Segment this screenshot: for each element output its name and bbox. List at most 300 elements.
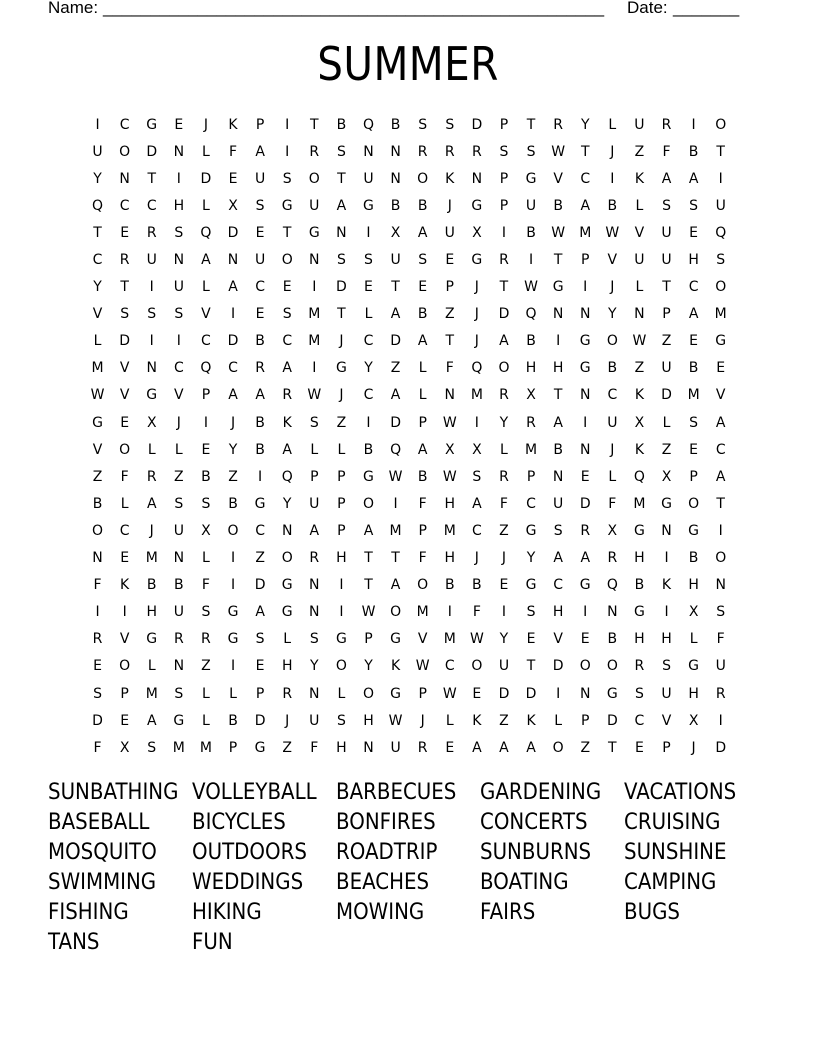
grid-letter: L — [635, 197, 644, 214]
grid-letter: L — [202, 685, 210, 702]
grid-letter: D — [254, 712, 266, 729]
grid-letter: R — [715, 685, 726, 702]
grid-letter: W — [442, 468, 457, 485]
grid-letter: U — [715, 197, 726, 214]
grid-letter: O — [119, 441, 131, 458]
grid-letter: N — [309, 604, 320, 621]
grid-letter: S — [364, 252, 373, 269]
grid-letter: O — [227, 522, 239, 539]
grid-letter: H — [688, 252, 699, 269]
grid-letter: B — [607, 631, 618, 648]
grid-letter: Y — [499, 414, 509, 431]
grid-letter: Z — [336, 414, 347, 431]
grid-letter: A — [472, 739, 482, 756]
grid-letter: Y — [93, 279, 102, 296]
grid-letter: B — [255, 333, 265, 350]
grid-letter: E — [120, 414, 130, 431]
grid-letter: J — [176, 414, 181, 431]
grid-letter: G — [688, 658, 700, 675]
grid-letter: Y — [580, 116, 590, 133]
grid-letter: V — [92, 441, 103, 458]
grid-letter: I — [285, 143, 290, 160]
grid-letter: R — [309, 143, 320, 160]
grid-letter: U — [661, 360, 672, 377]
grid-letter: N — [92, 550, 103, 567]
word-list-item: CRUISING — [624, 810, 721, 835]
grid-letter: B — [553, 441, 563, 458]
grid-letter: N — [715, 577, 726, 594]
grid-letter: J — [339, 387, 344, 404]
grid-letter: E — [716, 360, 726, 377]
grid-letter: M — [714, 306, 727, 323]
grid-letter: G — [661, 495, 672, 512]
grid-letter: G — [363, 197, 374, 214]
grid-letter: P — [418, 414, 427, 431]
grid-letter: O — [362, 685, 374, 702]
grid-letter: P — [337, 522, 346, 539]
grid-letter: T — [391, 550, 400, 567]
grid-letter: O — [281, 550, 293, 567]
word-list-item: BICYCLES — [192, 810, 286, 835]
word-list — [48, 778, 778, 958]
grid-letter: N — [173, 658, 185, 675]
grid-letter: J — [339, 333, 344, 350]
grid-letter: G — [281, 197, 293, 214]
word-list-item: FAIRS — [480, 900, 536, 925]
grid-letter: U — [607, 414, 618, 431]
grid-letter: T — [580, 143, 590, 160]
grid-letter: G — [281, 604, 293, 621]
grid-letter: O — [362, 495, 374, 512]
grid-letter: E — [689, 441, 699, 458]
grid-letter: P — [689, 468, 698, 485]
grid-letter: U — [92, 143, 103, 160]
grid-letter: V — [417, 631, 428, 648]
grid-letter: I — [664, 604, 669, 621]
grid-letter: G — [227, 631, 239, 648]
grid-letter: G — [146, 387, 158, 404]
grid-letter: S — [255, 197, 265, 214]
grid-letter: B — [607, 360, 618, 377]
grid-letter: P — [445, 279, 454, 296]
grid-letter: X — [201, 522, 211, 539]
grid-letter: R — [309, 550, 320, 567]
grid-letter: C — [363, 387, 374, 404]
grid-letter: M — [633, 495, 646, 512]
grid-letter: S — [174, 685, 184, 702]
grid-letter: I — [230, 577, 236, 594]
grid-letter: J — [474, 333, 479, 350]
word-list-item: FISHING — [48, 900, 129, 925]
grid-letter: D — [336, 279, 347, 296]
grid-letter: W — [361, 604, 376, 621]
grid-letter: D — [390, 333, 401, 350]
grid-letter: H — [444, 550, 456, 567]
grid-letter: C — [471, 522, 482, 539]
grid-letter: U — [390, 739, 401, 756]
grid-letter: N — [552, 306, 564, 323]
grid-letter: P — [228, 739, 238, 756]
grid-letter: R — [282, 387, 293, 404]
grid-letter: A — [282, 441, 292, 458]
grid-letter: I — [258, 468, 263, 485]
grid-letter: N — [173, 143, 185, 160]
grid-letter: A — [526, 739, 536, 756]
grid-letter: C — [119, 116, 130, 133]
grid-letter: W — [415, 658, 430, 675]
grid-letter: W — [90, 387, 105, 404]
grid-letter: R — [661, 116, 672, 133]
grid-letter: P — [499, 170, 509, 187]
grid-letter: G — [525, 522, 537, 539]
grid-letter: G — [335, 360, 347, 377]
grid-letter: B — [688, 360, 699, 377]
grid-letter: N — [309, 577, 320, 594]
grid-letter: G — [335, 631, 347, 648]
grid-letter: L — [608, 116, 617, 133]
grid-letter: T — [499, 279, 509, 296]
grid-letter: A — [228, 387, 238, 404]
grid-letter: H — [688, 685, 699, 702]
grid-letter: Z — [255, 550, 265, 567]
grid-letter: G — [633, 604, 645, 621]
grid-letter: Z — [499, 712, 509, 729]
grid-letter: Z — [661, 441, 672, 458]
grid-letter: B — [255, 414, 265, 431]
grid-letter: S — [418, 252, 428, 269]
grid-letter: C — [688, 279, 699, 296]
grid-letter: O — [119, 658, 131, 675]
grid-letter: Y — [310, 658, 319, 675]
grid-letter: U — [363, 170, 374, 187]
grid-letter: L — [120, 495, 129, 512]
grid-letter: P — [201, 387, 211, 404]
word-list-item: BEACHES — [336, 870, 430, 895]
grid-letter: G — [363, 468, 374, 485]
grid-letter: C — [173, 360, 184, 377]
grid-letter: N — [579, 306, 591, 323]
grid-letter: V — [92, 306, 103, 323]
grid-letter: G — [579, 360, 591, 377]
grid-letter: Y — [499, 631, 509, 648]
grid-letter: I — [203, 414, 208, 431]
grid-letter: Q — [715, 224, 727, 241]
grid-letter: U — [173, 279, 184, 296]
grid-letter: Q — [92, 197, 104, 214]
grid-letter: W — [605, 224, 620, 241]
grid-letter: G — [715, 333, 727, 350]
grid-letter: B — [228, 495, 238, 512]
grid-letter: U — [146, 252, 157, 269]
grid-letter: I — [149, 279, 154, 296]
grid-letter: E — [580, 631, 590, 648]
grid-letter: R — [499, 387, 509, 404]
grid-letter: Z — [390, 360, 401, 377]
grid-letter: O — [119, 143, 131, 160]
grid-letter: I — [610, 170, 615, 187]
header-line — [48, 0, 748, 20]
word-list-item: CONCERTS — [480, 810, 588, 835]
word-list-item: GARDENING — [480, 780, 602, 805]
grid-letter: K — [634, 387, 645, 404]
grid-letter: G — [579, 333, 591, 350]
grid-letter: T — [526, 658, 536, 675]
grid-letter: V — [553, 631, 563, 648]
grid-letter: H — [634, 550, 645, 567]
grid-letter: M — [443, 631, 456, 648]
word-list-item: CAMPING — [624, 870, 717, 895]
word-list-item: BOATING — [480, 870, 569, 895]
grid-letter: H — [525, 360, 537, 377]
grid-letter: J — [474, 279, 479, 296]
grid-letter: A — [417, 441, 428, 458]
grid-letter: A — [715, 414, 726, 431]
grid-letter: F — [608, 495, 617, 512]
grid-letter: Z — [634, 143, 645, 160]
grid-letter: R — [173, 631, 184, 648]
grid-letter: R — [282, 685, 293, 702]
grid-letter: N — [336, 224, 347, 241]
grid-letter: E — [364, 279, 373, 296]
grid-letter: N — [227, 252, 239, 269]
grid-letter: V — [174, 387, 184, 404]
grid-letter: L — [93, 333, 102, 350]
grid-letter: Y — [608, 306, 617, 323]
word-list-item: MOWING — [336, 900, 425, 925]
word-list-item: SUNSHINE — [624, 840, 727, 865]
grid-letter: I — [339, 577, 344, 594]
grid-letter: I — [149, 333, 154, 350]
grid-letter: O — [606, 658, 618, 675]
grid-letter: P — [499, 197, 509, 214]
word-list-item: BARBECUES — [336, 780, 457, 805]
grid-letter: U — [634, 116, 645, 133]
grid-letter: Z — [92, 468, 103, 485]
grid-letter: S — [634, 685, 644, 702]
grid-letter: B — [390, 197, 401, 214]
grid-letter: F — [418, 495, 427, 512]
grid-letter: M — [308, 306, 321, 323]
grid-letter: Q — [362, 116, 374, 133]
grid-letter: A — [390, 387, 401, 404]
grid-letter: G — [525, 170, 537, 187]
grid-letter: M — [308, 333, 321, 350]
grid-letter: I — [230, 306, 236, 323]
grid-letter: Y — [364, 360, 373, 377]
grid-letter: S — [445, 116, 455, 133]
word-list-item: OUTDOORS — [192, 840, 307, 865]
grid-letter: N — [363, 143, 374, 160]
grid-letter: L — [202, 550, 210, 567]
grid-letter: F — [445, 360, 454, 377]
grid-letter: Q — [390, 441, 402, 458]
grid-letter: I — [691, 116, 696, 133]
grid-letter: C — [526, 495, 536, 512]
grid-letter: F — [120, 468, 129, 485]
grid-letter: H — [363, 712, 374, 729]
grid-letter: Z — [282, 739, 292, 756]
name-field-line: _____________________________________________________ — [103, 0, 605, 17]
grid-letter: F — [93, 577, 102, 594]
grid-letter: D — [661, 387, 672, 404]
grid-letter: I — [718, 170, 723, 187]
grid-letter: O — [308, 170, 320, 187]
grid-letter: H — [146, 604, 157, 621]
grid-letter: B — [444, 577, 455, 594]
grid-letter: J — [610, 441, 615, 458]
grid-letter: P — [310, 468, 319, 485]
grid-letter: O — [390, 604, 402, 621]
grid-letter: H — [661, 631, 672, 648]
grid-letter: I — [176, 170, 181, 187]
grid-letter: N — [173, 252, 185, 269]
grid-letter: A — [255, 387, 265, 404]
grid-letter: N — [661, 522, 672, 539]
grid-letter: Q — [633, 468, 645, 485]
grid-letter: C — [715, 441, 726, 458]
grid-letter: C — [119, 197, 130, 214]
grid-letter: M — [525, 441, 538, 458]
grid-letter: I — [556, 333, 561, 350]
grid-letter: S — [282, 306, 292, 323]
grid-letter: U — [661, 224, 672, 241]
grid-letter: S — [336, 143, 346, 160]
grid-letter: A — [499, 739, 509, 756]
grid-letter: N — [579, 441, 591, 458]
grid-letter: N — [471, 170, 483, 187]
grid-letter: M — [199, 739, 212, 756]
grid-letter: E — [120, 550, 130, 567]
grid-letter: M — [416, 604, 429, 621]
grid-letter: D — [525, 685, 537, 702]
grid-letter: R — [499, 468, 509, 485]
grid-letter: O — [579, 658, 591, 675]
grid-letter: J — [230, 414, 236, 431]
grid-letter: A — [472, 495, 482, 512]
grid-letter: D — [715, 739, 727, 756]
grid-letter: R — [255, 360, 265, 377]
grid-letter: K — [634, 170, 645, 187]
grid-letter: K — [120, 577, 130, 594]
grid-letter: S — [499, 143, 509, 160]
grid-letter: C — [92, 252, 103, 269]
grid-letter: T — [445, 333, 455, 350]
grid-letter: O — [715, 116, 727, 133]
grid-letter: U — [525, 197, 537, 214]
grid-letter: I — [122, 604, 127, 621]
grid-letter: I — [664, 550, 669, 567]
grid-letter: V — [119, 631, 130, 648]
grid-letter: E — [120, 712, 130, 729]
grid-letter: A — [417, 333, 428, 350]
grid-letter: D — [146, 143, 158, 160]
grid-letter: S — [174, 495, 184, 512]
grid-letter: N — [119, 170, 130, 187]
date-field-line: _______ — [673, 0, 740, 17]
grid-letter: L — [337, 685, 346, 702]
grid-letter: G — [471, 252, 483, 269]
grid-letter: R — [471, 143, 482, 160]
grid-letter: A — [255, 143, 265, 160]
grid-letter: P — [662, 739, 671, 756]
grid-letter: D — [498, 306, 510, 323]
grid-letter: O — [552, 739, 564, 756]
date-label: Date: — [627, 0, 668, 17]
grid-letter: S — [526, 604, 536, 621]
grid-letter: M — [91, 360, 104, 377]
word-list-item: SWIMMING — [48, 870, 157, 895]
grid-letter: G — [254, 739, 266, 756]
grid-letter: J — [501, 550, 507, 567]
grid-letter: G — [390, 631, 401, 648]
grid-letter: U — [309, 197, 320, 214]
grid-letter: J — [474, 306, 479, 323]
grid-letter: U — [254, 170, 266, 187]
grid-letter: L — [202, 143, 210, 160]
grid-letter: D — [254, 577, 266, 594]
grid-letter: G — [525, 577, 537, 594]
grid-letter: H — [336, 739, 347, 756]
grid-letter: A — [580, 197, 591, 214]
grid-letter: Q — [200, 360, 212, 377]
grid-letter: A — [146, 495, 157, 512]
grid-letter: R — [146, 224, 157, 241]
grid-letter: I — [312, 360, 317, 377]
grid-letter: M — [172, 739, 185, 756]
grid-letter: I — [95, 604, 100, 621]
grid-letter: E — [255, 658, 265, 675]
grid-letter: I — [718, 522, 723, 539]
grid-letter: R — [417, 143, 428, 160]
grid-letter: D — [390, 414, 401, 431]
grid-letter: S — [120, 306, 130, 323]
grid-letter: K — [634, 441, 645, 458]
grid-letter: T — [93, 224, 102, 241]
grid-letter: V — [201, 306, 211, 323]
grid-letter: I — [583, 604, 588, 621]
grid-letter: N — [173, 550, 185, 567]
grid-letter: B — [146, 577, 157, 594]
grid-letter: T — [608, 739, 617, 756]
grid-letter: I — [583, 279, 588, 296]
grid-letter: A — [201, 252, 211, 269]
grid-letter: P — [255, 116, 265, 133]
grid-letter: G — [173, 712, 185, 729]
grid-letter: P — [526, 468, 536, 485]
grid-letter: Z — [228, 468, 238, 485]
grid-letter: I — [230, 550, 236, 567]
grid-letter: B — [634, 577, 645, 594]
grid-letter: A — [146, 712, 157, 729]
grid-letter: X — [688, 712, 699, 729]
grid-letter: A — [553, 550, 563, 567]
grid-letter: B — [688, 143, 699, 160]
grid-letter: U — [444, 224, 455, 241]
word-list-item: SUNBURNS — [480, 840, 592, 865]
word-search-grid — [84, 111, 734, 761]
grid-letter: P — [581, 712, 590, 729]
grid-letter: B — [201, 468, 211, 485]
grid-letter: E — [201, 441, 211, 458]
grid-letter: R — [201, 631, 211, 648]
grid-letter: F — [662, 143, 671, 160]
grid-letter: Y — [228, 441, 238, 458]
grid-letter: B — [92, 495, 103, 512]
grid-letter: I — [501, 604, 507, 621]
grid-letter: Z — [201, 658, 211, 675]
grid-letter: H — [281, 658, 293, 675]
grid-letter: A — [390, 306, 401, 323]
